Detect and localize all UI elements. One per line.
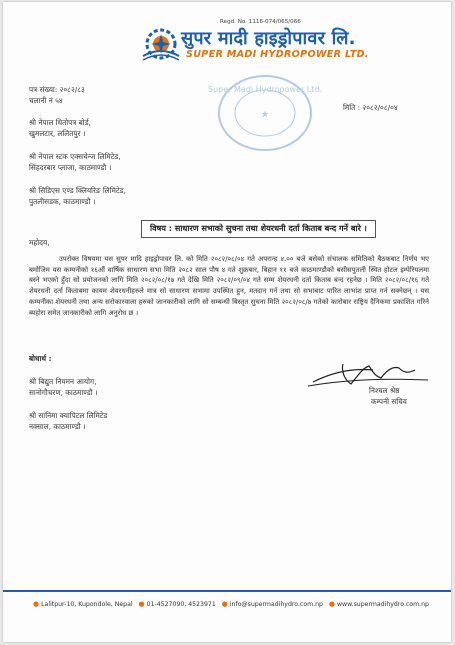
cc-2-address: नक्साल, काठमाण्डौ । [29, 422, 86, 431]
dispatch-number: चलानी नं ५४ [29, 96, 63, 105]
salutation: महोदय, [29, 238, 50, 247]
company-name-english: SUPER MADI HYDROPOWER LTD. [186, 49, 369, 60]
signatory-name: निश्चल श्रेष्ठ [369, 386, 400, 395]
company-stamp-icon [208, 72, 322, 154]
handwritten-signature [303, 358, 433, 390]
recipient-2-name: श्री नेपाल स्टक एक्सचेन्ज लिमिटेड, [29, 152, 121, 161]
company-logo-icon [139, 22, 183, 66]
email-icon: ● [221, 600, 228, 608]
cc-2-name: श्री सानिमा क्यापिटल लिमिटेड [29, 411, 108, 420]
recipient-1-address: खुमलटार, ललितपुर । [29, 129, 86, 138]
svg-text:Super Madi Hydropower Ltd.: Super Madi Hydropower Ltd. [208, 85, 322, 94]
recipient-2-address: सिंहदरबार प्लाजा, काठमाण्डौ । [29, 163, 112, 172]
recipient-1-name: श्री नेपाल धितोपत्र बोर्ड, [29, 118, 91, 127]
recipient-3-name: श्री सिडिएस एण्ड क्लियरिङ लिमिटेड, [29, 186, 126, 195]
company-name-nepali: सुपर मादी हाइड्रोपावर लि. [181, 28, 356, 49]
subject-line: विषय : साधारण सभाको सुचना तथा शेयरधनी दर्ता किताब बन्द गर्ने बारे । [141, 220, 376, 238]
letter-number: पत्र संख्या: २०८२/८३ [29, 85, 85, 94]
footer-phone: 01-4527090, 4523971 [146, 601, 216, 608]
location-icon: ● [33, 600, 40, 608]
letter-body: उपरोक्त विषयमा यस सुपर मादि हाइड्रोपावर लि. को मिति २०८२/०८/०४ गते अपरान्ह ४.०० बजे बसेको संचालक समितिको बैठकबाट निर्णय भए बमोजिम यस कम्पनीको १६औं वार्षिक साधारण सभा मिति २०८२ साल पौष ४ गते शुक्रबार, बिहान ११ बजे काठमाण्डौको बसीसपुतली स्थित होटल इम्पेरियलमा बस्ने भएको हुँदा सो प्रयोजनको लागि मिति २०८२/०८/१७ गते देखि मिति २०८२/०९/०४ गते सम्म शेयरधनी दर्ता किताब बन्द रहनेछ । मिति २०८२/०८/१६ गते शेयरधनी दर्ता किताबमा कायम शेयरधनीहरुले मात्र सो साधारण सभामा उपस्थित हुन, मतदान गर्न तथा सो सभाबाट पारित लाभांश प्राप्त गर्न सक्नेछन् । यस कम्पनीका शेयरधनी तथा अन्य सरोकारवाला हरुको जानकारीको लागि सो सम्बन्धी बिस्तृत सुचना मिति २०८२/०८/७ गतेको कारोबार राष्ट्रिय दैनिकमा प्रकाशित गरिने ब्यहोरा समेत जानकारीको लागि अनुरोध छ । [29, 255, 429, 317]
recipient-3-address: पुतलीसडक, काठमाण्डौ । [29, 197, 96, 206]
footer-email: info@supermadihydro.com.np [229, 601, 323, 608]
cc-1-address: सानोगौचरण, काठमाण्डौ । [29, 388, 98, 397]
cc-heading: बोधार्थ : [29, 354, 52, 363]
letter-date: मिति : २०८२/०८/०४ [343, 103, 398, 112]
cc-1-name: श्री बिद्युत नियमन आयोग, [29, 377, 97, 386]
signatory-title: कम्पनी सचिव [371, 397, 407, 406]
footer-contact [33, 600, 429, 608]
registration-number: Regd. No. 1116-074/065/066 [220, 19, 301, 25]
letter-page [3, 2, 451, 642]
footer-address: Lalitpur-10, Kupondole, Nepal [41, 601, 133, 608]
phone-icon: ● [138, 600, 145, 608]
footer-website: www.supermadihydro.com.np [336, 601, 429, 608]
svg-text:★: ★ [260, 110, 270, 120]
globe-icon: ● [328, 600, 335, 608]
footer-divider [3, 590, 451, 592]
